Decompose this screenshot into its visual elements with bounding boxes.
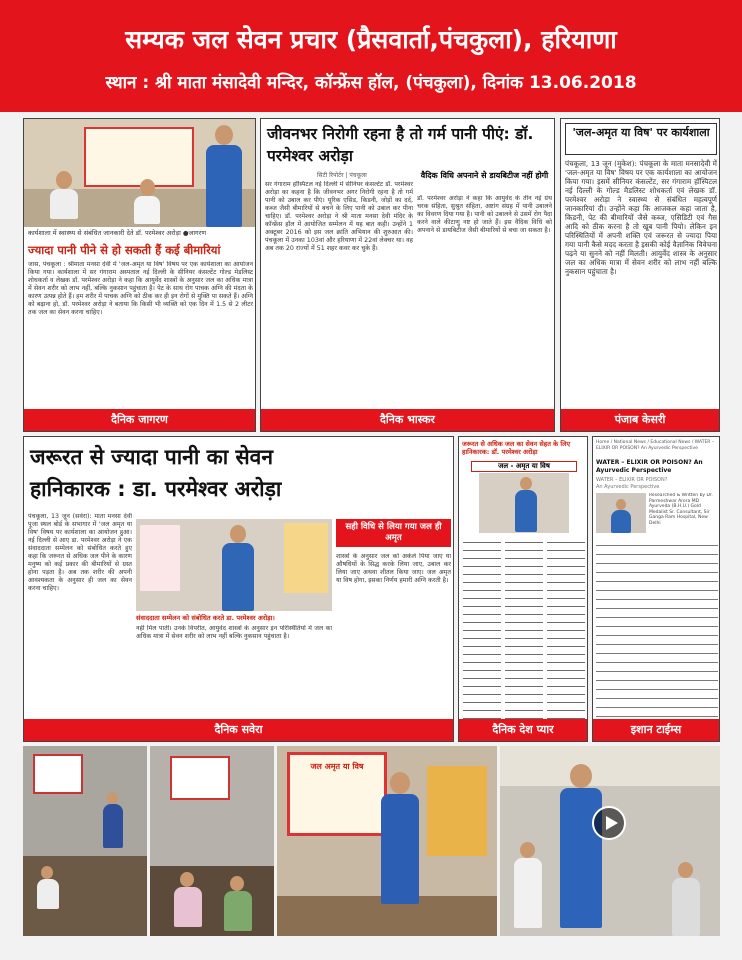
bhaskar-body-2: डॉ. परमेश्वर अरोड़ा ने कहा कि आयुर्वेद के तीन नई ग्रंथ चरक संहिता, सुश्रुत संहिता, अष्टांग संग्रह में पानी उबालने का विवरण दिया गया है। पानी को उबालने से उसमें रोग पैदा करने वाले कीटाणु नष्ट हो जाते हैं। इस वैदिक विधि को अपनाने से डायबिटीज जैसी बीमारियों से बचा जा सकता है। [417, 195, 552, 234]
banner-subtitle: स्थान : श्री माता मंसादेवी मन्दिर, कॉन्फ्रेंस हॉल, (पंचकुला), दिनांक 13.06.2018 [105, 73, 637, 93]
savera-body-2: नहीं मिल पाती। उनके विपरीत, आयुर्वेद शास्त्रों के अनुसार इन परिस्थितियों में जल का अधिक मात्रा में सेवन शरीर को लाभ नहीं बल्कि नुकसान पहुंचाता है। [136, 625, 332, 640]
ishan-title: WATER – ELIXIR OR POISON? An Ayurvedic Perspective [596, 459, 703, 474]
kesari-headline: 'जल-अमृत या विष' पर कार्यशाला [565, 123, 717, 155]
event-photo-3-banner-text: जल अमृत या विष [310, 762, 364, 771]
kesari-paper-name: पंजाब केसरी [561, 409, 719, 431]
desh-pyar-text-col-3 [547, 539, 585, 719]
savera-headline-line-2: हानिकारक : डा. परमेश्वर अरोड़ा [30, 477, 282, 501]
desh-pyar-paper-name: दैनिक देश प्यार [459, 719, 587, 741]
ishan-paper-name: इशान टाईम्स [593, 719, 719, 741]
ishan-photo [596, 493, 646, 533]
ishan-subtitle-2: An Ayurvedic Perspective [596, 484, 660, 490]
desh-pyar-inner-title: जल - अमृत या विष [471, 461, 577, 472]
ishan-subtitle: WATER – ELIXIR OR POISON? [596, 477, 668, 483]
event-photo-3-banner [287, 752, 387, 836]
jagran-caption: कार्यशाला में स्वास्थ्य से संबंधित जानकारी देते डॉ. परमेश्वर अरोड़ा ●जागरण [28, 229, 207, 237]
clip-dainik-desh-pyar [458, 436, 588, 742]
clip-dainik-bhaskar [260, 118, 555, 432]
event-photo-4 [500, 746, 720, 936]
clip-ishan-times [592, 436, 720, 742]
savera-headline-line-1: जरूरत से ज्यादा पानी का सेवन [30, 445, 273, 469]
savera-photo [136, 519, 332, 611]
jagran-paper-name: दैनिक जागरण [24, 409, 255, 431]
desh-pyar-headline: जरूरत से अधिक जल का सेवन सेहत के लिए हानिकारक: डॉ. परमेश्वर अरोड़ा [462, 440, 571, 456]
ishan-credit: Researched & Written by Dr. Parmeshwar Arora MD Ayurveda (B.H.U.) Gold Medalist Sr. Consultant, Sir Ganga Ram Hospital, New Delhi [649, 493, 713, 526]
bhaskar-paper-name: दैनिक भास्कर [261, 409, 554, 431]
event-photo-2 [150, 746, 274, 936]
clip-punjab-kesari [560, 118, 720, 432]
savera-side-headline: सही विधि से लिया गया जल ही अमृत [336, 519, 451, 547]
event-photo-3 [277, 746, 497, 936]
savera-side-body: शास्त्रों के अनुसार जल को अकेले पिया जाए या औषधियों के सिद्ध करके लिया जाए, उबाल कर लिया जाए अथवा शीतल किया जाए। जल अमृत या विष होगा, इसका निर्णय हमारी अग्नि करती है। [336, 553, 451, 584]
ishan-nav: Home / National News / Educational News / WATER – ELIXIR OR POISON? An Ayurvedic Perspective [596, 440, 715, 451]
clip-dainik-jagran [23, 118, 256, 432]
desh-pyar-photo [479, 473, 569, 533]
event-photo-1 [23, 746, 147, 936]
header-banner [0, 0, 742, 112]
ishan-text [596, 541, 718, 719]
bhaskar-subhead: वैदिक विधि अपनाने से डायबिटीज नहीं होगी [420, 171, 549, 180]
desh-pyar-text-col-2 [505, 539, 543, 719]
savera-paper-name: दैनिक सवेरा [24, 719, 453, 741]
video-play-icon[interactable] [592, 806, 626, 840]
kesari-body: पंचकूला, 13 जून (मुकेश): पंचकूला के माता मनसादेवी में 'जल-अमृत या विष' विषय पर एक कार्यशाला का आयोजन किया गया। इसमें सीनियर कंसल्टेंट, सर गंगाराम हॉस्पिटल नई दिल्ली के गोल्ड मैडलिस्ट शोधकर्ता एवं लेखक डॉ. परमेश्वर अरोड़ा ने स्वास्थ्य से संबंधित महत्वपूर्ण जानकारियां दी। उन्होंने कहा कि आजकल कहा जाता है, किडनी, पेट की बीमारियों जैसे कब्ज, एसिडिटी एवं गैस आदि को ठीक करना है तो खूब पानी पियो। लेकिन इन परिस्थितियों में अपनी शक्ति एवं जरूरत से ज्यादा पिया गया पानी कैसे मदद करता है इसकी कोई वैज्ञानिक विवेचना पढ़ने या सुनने को नहीं मिलती। आयुर्वेद शास्त्र के अनुसार जल का अधिक मात्रा में सेवन शरीर को लाभ नहीं बल्कि नुकसान पहुंचाता है। [565, 159, 717, 276]
banner-title: सम्यक जल सेवन प्रचार (प्रैसवार्ता,पंचकुला), हरियाणा [125, 25, 617, 54]
jagran-body: जास, पंचकूला : श्रीमाता मनसा देवी में 'जल-अमृत या विष' विषय पर एक कार्यशाला का आयोजन किया गया। कार्यशाला में सर गंगाराम अस्पताल नई दिल्ली के सीनियर कंसल्टेंट गोल्ड मेडलिस्ट शोधकर्ता व लेखक डॉ. परमेश्वर अरोड़ा ने कहा कि आयुर्वेद शास्त्रों के अनुसार जल का अधिक मात्रा में सेवन शरीर को लाभ नहीं, बल्कि नुकसान पहुंचाता है। पेट के साथ रोग पाचक अग्नि की मंदता के कारण उत्पन्न होते हैं। हम शरीर में पाचक अग्नि को ठीक कर ही इन रोगों से मुक्ति पा सकते हैं। अग्नि को बढ़ाना हो, डॉ. परमेश्वर अरोड़ा ने बताया कि किसी भी व्यक्ति को एक दिन में 1.5 से 2 लीटर तक जल का सेवन करना चाहिए। [28, 261, 253, 316]
jagran-headline: ज्यादा पानी पीने से हो सकती हैं कई बीमारियां [28, 243, 221, 257]
jagran-photo [24, 119, 256, 227]
bhaskar-body: सर गंगाराम हॉस्पिटल नई दिल्ली में सीनियर कंसल्टेंट डॉ. परमेश्वर अरोड़ा का कहना है कि जीवनभर अगर निरोगी रहना है तो गर्म पानी को उबाल कर पीएं। यूरिक एसिड, किडनी, जोड़ों का दर्द, कब्ज जैसी बीमारियों से बचने के लिए पानी को उबाल कर पीना चाहिए। डॉ. परमेश्वर अरोड़ा ने श्री माता मनसा देवी मंदिर के कॉन्फ्रेंस हॉल में आयोजित सम्मेलन में यह बात कही। उन्होंने 1 अक्टूबर 2016 को इस जल क्रांति अभियान की शुरुआत की। पंचकूला में उनका 103वां और हरियाणा में 22वां लेक्चर था। वह अब तक 20 राज्यों में 51 शहर कवर कर चुके हैं। [265, 181, 413, 252]
savera-body: पंचकूला, 13 जून (सवेरा): माता मनसा देवी पूजा स्थल बोर्ड के सभागार में 'जल अमृत या विष' विषय पर कार्यशाला का आयोजन हुआ। नई दिल्ली से आए डा. परमेश्वर अरोड़ा ने एक संवाददाता सम्मेलन को संबोधित करते हुए कहा कि जरूरत से अधिक जल पीने के कारण मनुष्य को कई प्रकार की बीमारियों से ग्रस्त होना पड़ता है। अब तक शरीर की अपनी आवश्यकता के अनुसार ही जल का सेवन करना चाहिए। [28, 513, 132, 592]
bhaskar-byline: सिटी रिपोर्टर | पंचकूला [317, 172, 367, 179]
bhaskar-headline: जीवनभर निरोगी रहना है तो गर्म पानी पीएं: डॉ. परमेश्वर अरोड़ा [267, 125, 534, 165]
desh-pyar-text-col-1 [463, 539, 501, 719]
savera-photo-caption: संवाददाता सम्मेलन को संबोधित करते डा. परमेश्वर अरोड़ा। [136, 614, 275, 622]
clip-dainik-savera [23, 436, 454, 742]
